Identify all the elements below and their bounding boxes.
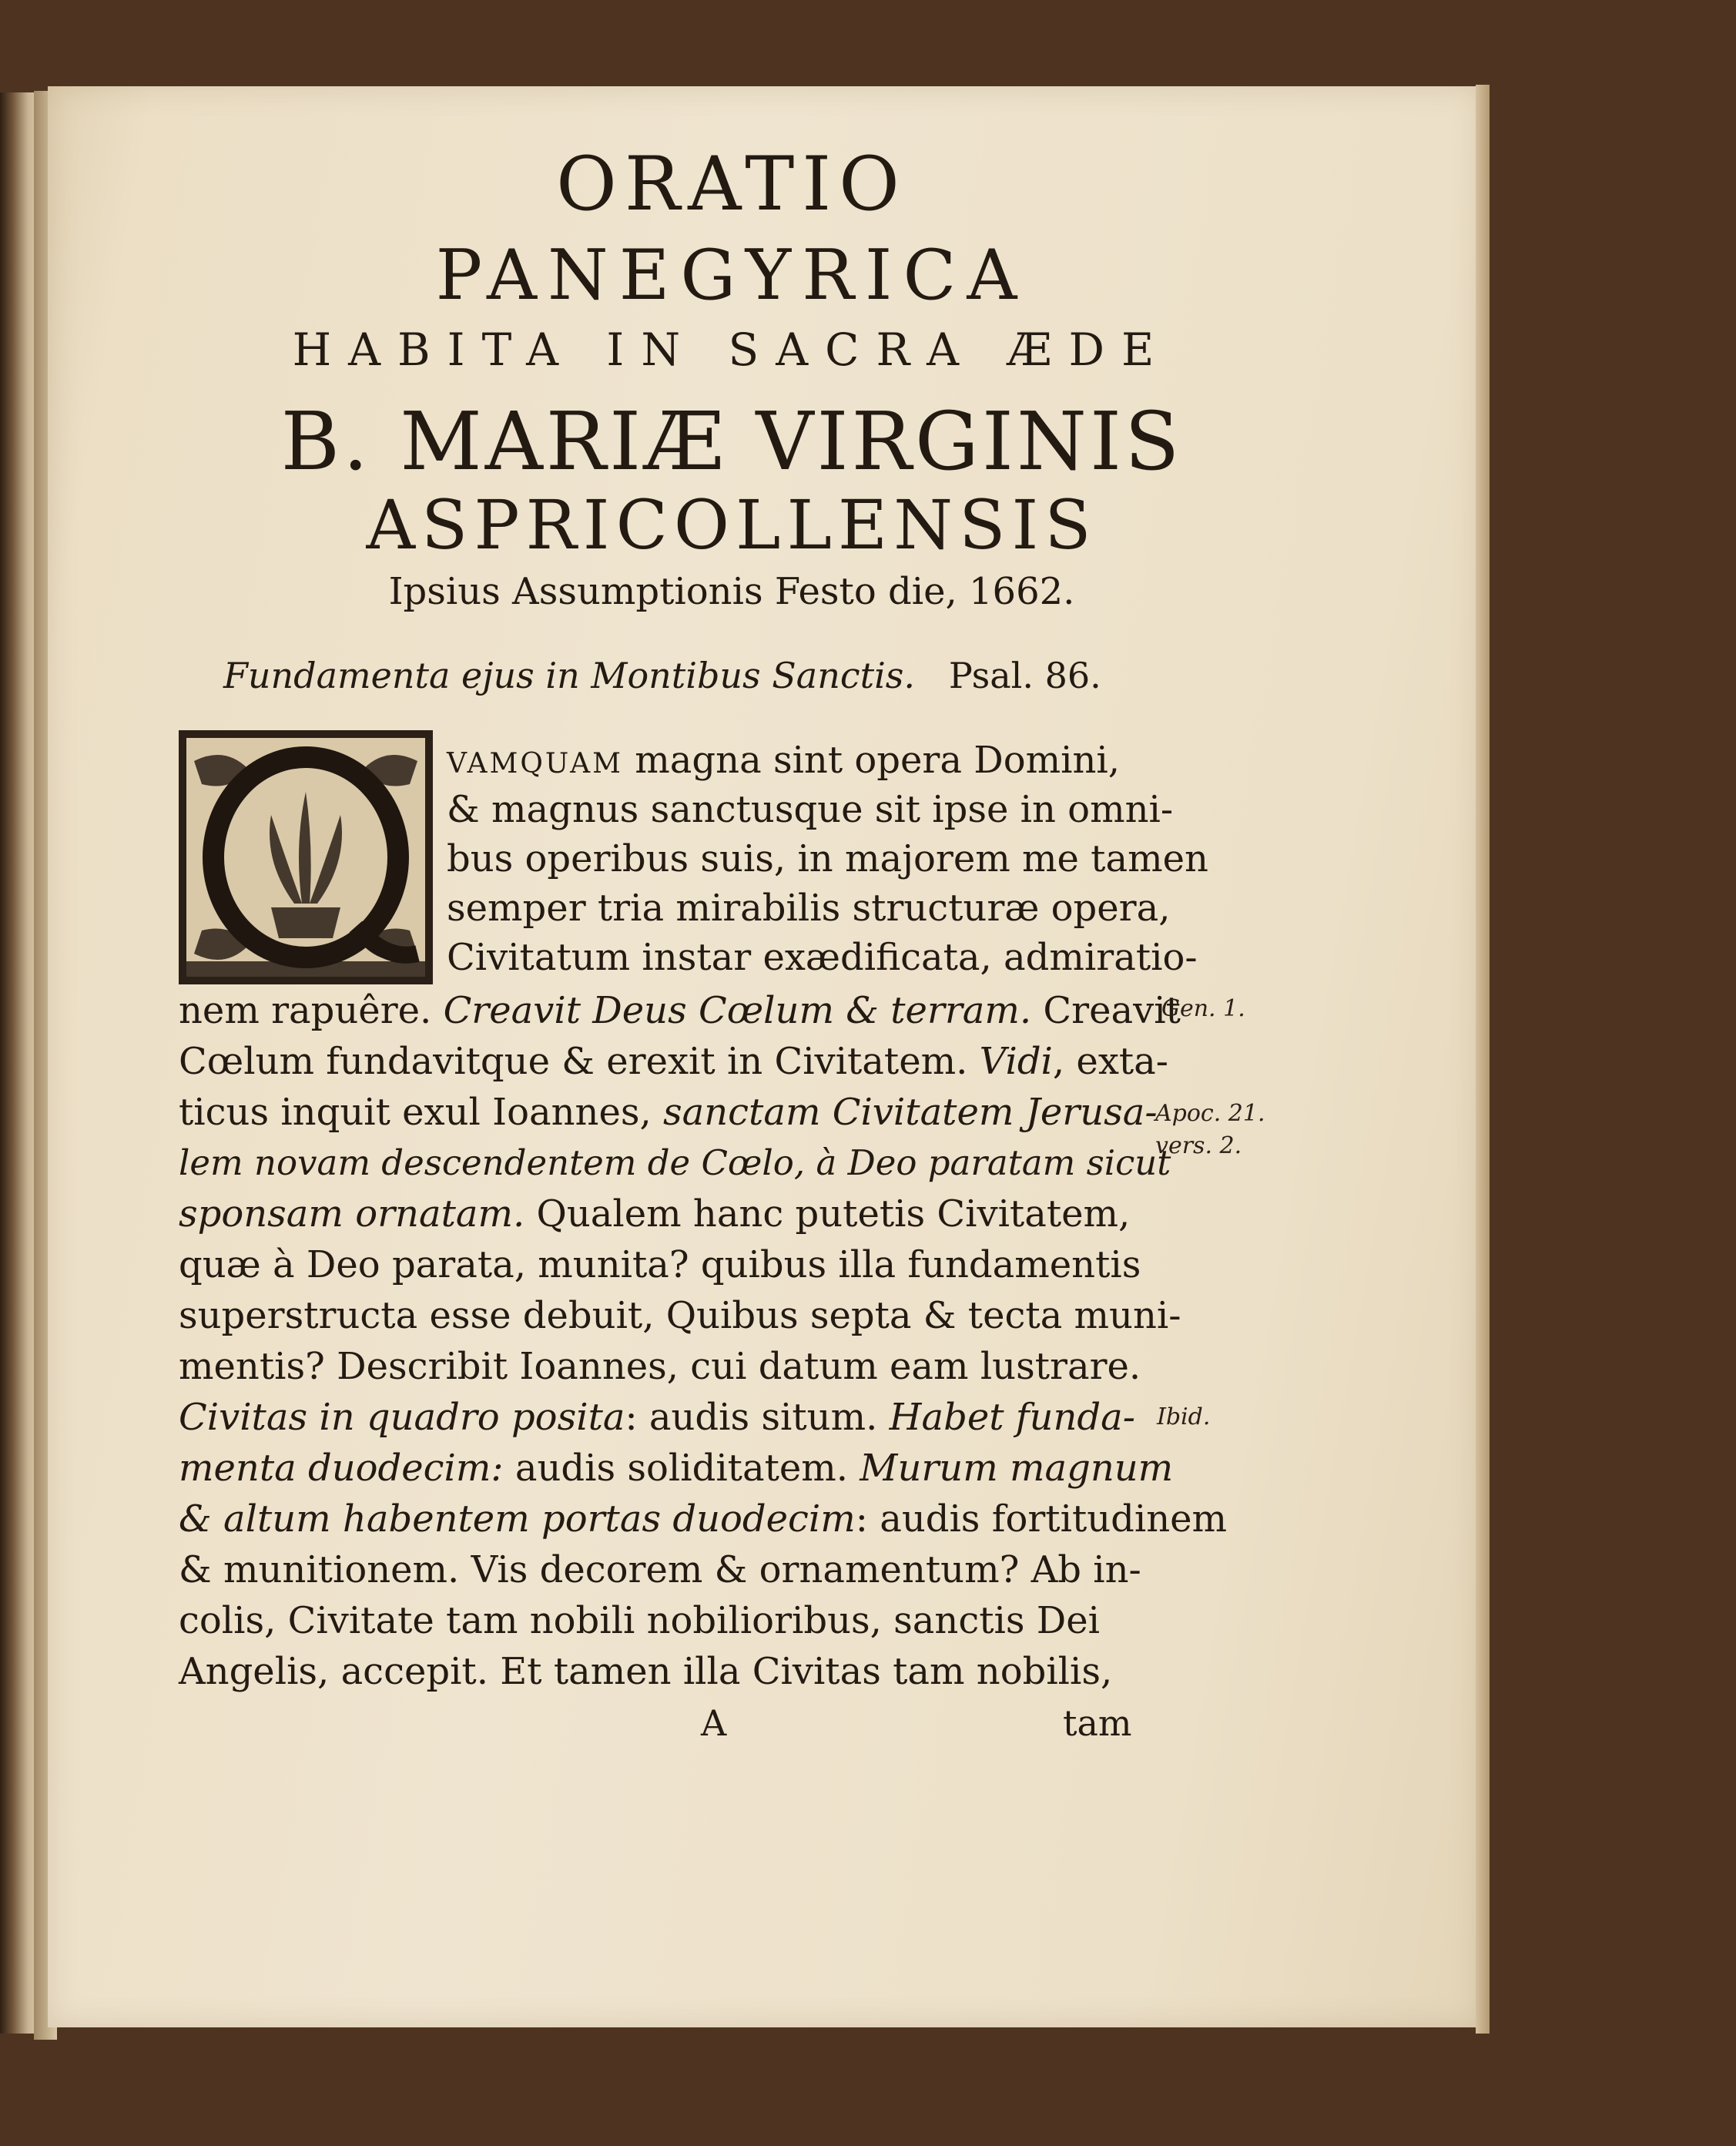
body-line-18: colis, Civitate tam nobili nobilioribus, sanctis Dei [179, 1599, 1100, 1642]
body-line-11: quæ à Deo parata, munita? quibus illa fundamentis [179, 1243, 1141, 1286]
margin-note-vers: vers. 2. [1155, 1132, 1242, 1159]
margin-note-ibid: Ibid. [1157, 1403, 1211, 1430]
body-line-8: ticus inquit exul Ioannes, sanctam Civitatem Jerusa- [179, 1091, 1158, 1134]
epigraph [223, 655, 1101, 696]
title-line-5: ASPRICOLLENSIS [366, 485, 1098, 565]
epigraph-text: Fundamenta ejus in Montibus Sanctis. [223, 655, 916, 696]
body-line-9: lem novam descendentem de Cœlo, à Deo paratam sicut [179, 1142, 1171, 1183]
decorated-initial [179, 730, 433, 984]
signature-mark: A [701, 1702, 727, 1744]
body-line-1: VAMQUAM magna sint opera Domini, [447, 739, 1121, 782]
body-line-10: sponsam ornatam. Qualem hanc putetis Civitatem, [179, 1192, 1131, 1236]
body-line-5: Civitatum instar exædificata, admiratio- [447, 936, 1198, 979]
body-line-14: Civitas in quadro posita: audis situm. Habet funda- [179, 1396, 1135, 1439]
title-line-1: ORATIO [556, 141, 907, 227]
title-line-3: HABITA IN SACRA ÆDE [292, 324, 1171, 376]
body-line-17: & munitionem. Vis decorem & ornamentum? Ab in- [179, 1548, 1141, 1591]
title-line-4: B. MARIÆ VIRGINIS [280, 394, 1183, 488]
body-line-15: menta duodecim: audis soliditatem. Murum magnum [179, 1447, 1174, 1490]
body-line-16: & altum habentem portas duodecim: audis fortitudinem [179, 1497, 1228, 1541]
margin-note-apoc: Apoc. 21. [1155, 1100, 1265, 1127]
body-line-13: mentis? Describit Ioannes, cui datum eam lustrare. [179, 1345, 1141, 1388]
body-line-6: nem rapuêre. Creavit Deus Cœlum & terram. Creavit [179, 989, 1181, 1032]
body-line-12: superstructa esse debuit, Quibus septa & tecta muni- [179, 1294, 1181, 1337]
body-line-3: bus operibus suis, in majorem me tamen [447, 837, 1208, 880]
body-line-4: semper tria mirabilis structuræ opera, [447, 887, 1171, 930]
margin-note-gen: Gen. 1. [1161, 995, 1245, 1022]
epigraph-reference: Psal. 86. [948, 655, 1101, 696]
title-date-line: Ipsius Assumptionis Festo die, 1662. [388, 570, 1075, 613]
page-fore-edge [1476, 85, 1490, 2034]
body-line-7: Cœlum fundavitque & erexit in Civitatem. Vidi, exta- [179, 1040, 1169, 1083]
body-line-19: Angelis, accepit. Et tamen illa Civitas tam nobilis, [179, 1650, 1113, 1693]
title-line-2: PANEGYRICA [435, 235, 1028, 316]
body-line-2: & magnus sanctusque sit ipse in omni- [447, 788, 1174, 831]
catchword: tam [1063, 1702, 1132, 1744]
